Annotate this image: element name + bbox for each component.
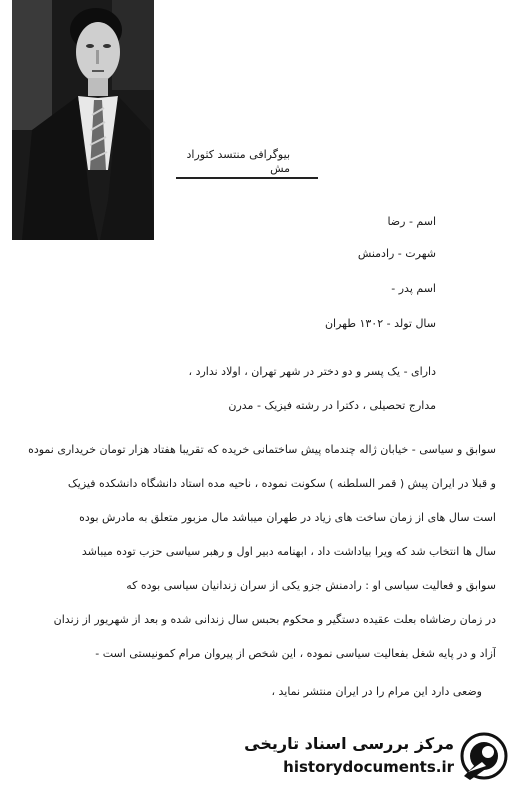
- text-line: است سال های از زمان ساخت های زیاد در طهران میباشد مال مزبور متعلق به مادرش بوده: [79, 511, 496, 524]
- portrait-photo: [12, 0, 154, 240]
- portrait-illustration: [12, 0, 154, 240]
- text-line: اسم - رضا: [387, 215, 436, 228]
- text-line: سوابق و سیاسی - خیابان ژاله چندماه پیش ساختمانی خریده که تقریبا هفتاد هزار تومان خریداری نموده: [28, 443, 496, 456]
- text-line: در زمان رضاشاه بعلت عقیده دستگیر و محکوم بحبس سال زندانی شده و بعد از شهریور از زندان: [53, 613, 496, 626]
- footer-title: مرکز بررسی اسناد تاریخی: [244, 734, 454, 753]
- footer-url[interactable]: historydocuments.ir: [283, 758, 454, 776]
- document-title: بیوگرافی منتسد کثوراد مش: [186, 148, 290, 175]
- text-line: سوابق و فعالیت سیاسی او : رادمنش جزو یکی از سران زندانیان سیاسی بوده که: [126, 579, 496, 592]
- text-line: وضعی دارد این مرام را در ایران منتشر نماید ،: [271, 685, 482, 698]
- footer-watermark: [228, 730, 512, 782]
- text-line: سال تولد - ۱۳۰۲ طهران: [324, 317, 436, 330]
- text-line: دارای - یک پسر و دو دختر در شهر تهران ، اولاد ندارد ،: [188, 365, 436, 378]
- text-line: سال ها انتخاب شد که ویرا بیاداشت داد ، ابهنامه دبیر اول و رهبر سیاسی حزب توده میباشد: [81, 545, 496, 558]
- text-line: آزاد و در پایه شغل بفعالیت سیاسی نموده ، این شخص از پیروان مرام کمونیستی است -: [95, 647, 496, 660]
- text-line: و قبلا در ایران پیش ( قمر السلطنه ) سکونت نموده ، ناحیه مده استاد دانشگاه دانشکده فیزیک: [67, 477, 496, 490]
- text-line: شهرت - رادمنش: [357, 247, 436, 260]
- title-underline: [176, 177, 318, 179]
- archive-logo-icon: [460, 732, 508, 780]
- text-line: مدارج تحصیلی ، دکترا در رشته فیزیک - مدرن: [228, 399, 436, 412]
- text-line: اسم پدر -: [391, 282, 436, 295]
